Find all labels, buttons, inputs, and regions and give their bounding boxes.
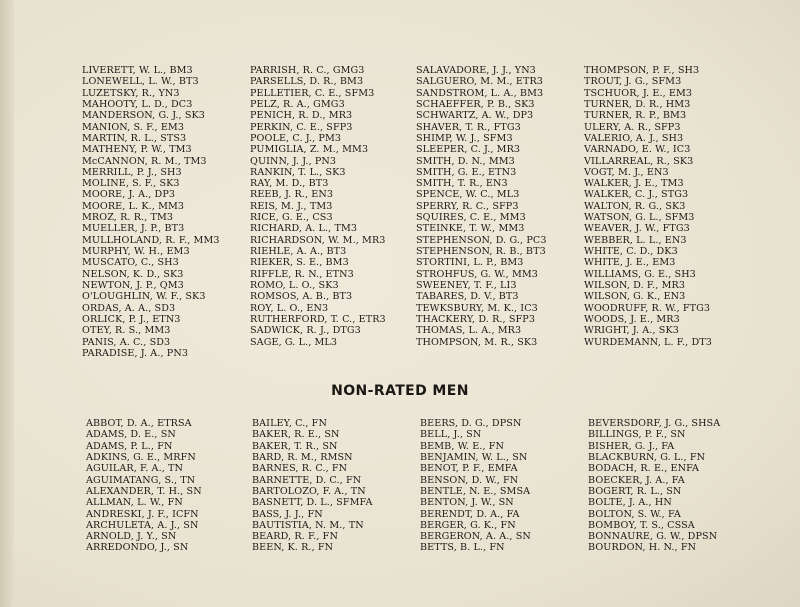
roster-entry: BENTON, J. W., SN: [420, 497, 514, 509]
roster-entry: LUZETSKY, R., YN3: [82, 87, 180, 99]
roster-entry: SALAVADORE, J. J., YN3: [416, 65, 536, 76]
roster-entry: SPENCE, W. C., ML3: [416, 189, 520, 201]
roster-entry: SAGE, G. L., ML3: [250, 336, 338, 348]
roster-entry: BAUTISTIA, N. M., TN: [252, 519, 364, 531]
roster-entry: OTEY, R. S., MM3: [82, 325, 171, 337]
roster-entry: ORLICK, P. J., ETN3: [82, 313, 181, 325]
roster-entry: BENOT, P. F., EMFA: [420, 463, 518, 475]
roster-entry: PARSELLS, D. R., BM3: [250, 76, 364, 88]
roster-entry: THOMAS, L. A., MR3: [416, 325, 522, 337]
roster-entry: STEINKE, T. W., MM3: [416, 223, 525, 235]
roster-entry: THOMPSON, P. F., SH3: [584, 65, 700, 76]
roster-entry: MERRILL, P. J., SH3: [82, 166, 182, 178]
roster-entry: ALEXANDER, T. H., SN: [86, 485, 202, 497]
roster-entry: MARTIN, R. L., STS3: [82, 132, 187, 144]
roster-entry: BASS, J. J., FN: [252, 508, 323, 520]
non-rated-column-1: [86, 418, 256, 554]
roster-entry: PELZ, R. A., GMG3: [250, 98, 345, 110]
roster-entry: ROMO, L. O., SK3: [250, 279, 339, 291]
roster-entry: PELLETIER, C. E., SFM3: [250, 87, 375, 99]
roster-entry: SWEENEY, T. F., LI3: [416, 279, 517, 291]
roster-entry: ADAMS, D. E., SN: [86, 429, 176, 441]
roster-entry: MURPHY, W. H., EM3: [82, 246, 190, 257]
roster-entry: WALTON, R. G., SK3: [584, 200, 686, 212]
roster-entry: PERKIN, C. E., SFP3: [250, 121, 353, 133]
roster-entry: SQUIRES, C. E., MM3: [416, 212, 526, 224]
roster-entry: MOLINE, S. F., SK3: [82, 178, 180, 190]
roster-entry: WURDEMANN, L. F., DT3: [584, 336, 712, 348]
roster-entry: BOECKER, J. A., FA: [588, 474, 685, 486]
roster-entry: WHITE, C. D., DK3: [584, 246, 678, 257]
roster-entry: BARD, R. M., RMSN: [252, 451, 353, 463]
roster-entry: WILLIAMS, G. E., SH3: [584, 268, 696, 280]
roster-entry: SMITH, D. N., MM3: [416, 155, 515, 167]
roster-entry: ARCHULETA, A. J., SN: [86, 519, 199, 531]
roster-entry: TURNER, R. P., BM3: [584, 110, 687, 122]
book-gutter: [0, 0, 14, 607]
roster-entry: SMITH, G. E., ETN3: [416, 166, 517, 178]
roster-entry: NELSON, K. D., SK3: [82, 268, 184, 280]
roster-entry: SLEEPER, C. J., MR3: [416, 144, 521, 156]
roster-entry: BEEN, K. R., FN: [252, 542, 334, 554]
roster-entry: WEAVER, J. W., FTG3: [584, 223, 690, 235]
roster-entry: SPERRY, R. C., SFP3: [416, 200, 519, 212]
rated-column-1: [82, 65, 252, 359]
roster-entry: ADKINS, G. E., MRFN: [86, 451, 196, 463]
rated-column-3: [416, 65, 586, 348]
roster-entry: BEVERSDORF, J. G., SHSA: [588, 418, 721, 429]
roster-entry: TABARES, D. V., BT3: [416, 291, 519, 303]
roster-entry: BERENDT, D. A., FA: [420, 508, 520, 520]
roster-entry: THOMPSON, M. R., SK3: [416, 336, 538, 348]
roster-entry: MAHOOTY, L. D., DC3: [82, 98, 193, 110]
roster-entry: REIS, M. J., TM3: [250, 200, 333, 212]
roster-entry: AGUILAR, F. A., TN: [86, 463, 184, 475]
roster-entry: BEMB, W. E., FN: [420, 440, 505, 452]
roster-entry: SALGUERO, M. M., ETR3: [416, 76, 543, 88]
roster-entry: BARNES, R. C., FN: [252, 463, 348, 475]
roster-entry: WALKER, C. J., STG3: [584, 189, 689, 201]
roster-entry: BENSON, D. W., FN: [420, 474, 519, 486]
roster-entry: BOMBOY, T. S., CSSA: [588, 519, 695, 531]
non-rated-column-3: [420, 418, 590, 554]
roster-entry: POOLE, C. J., PM3: [250, 132, 342, 144]
roster-entry: VARNADO, E. W., IC3: [584, 144, 691, 156]
roster-entry: MANDERSON, G. J., SK3: [82, 110, 205, 122]
roster-entry: RANKIN, T. L., SK3: [250, 166, 346, 178]
roster-entry: RUTHERFORD, T. C., ETR3: [250, 313, 386, 325]
roster-entry: STEPHENSON, R. B., BT3: [416, 246, 546, 257]
roster-entry: BERGER, G. K., FN: [420, 519, 516, 531]
roster-entry: ULERY, A. R., SFP3: [584, 121, 681, 133]
roster-entry: VALERIO, A. J., SH3: [584, 132, 684, 144]
rated-column-4: [584, 65, 754, 348]
roster-entry: ROMSOS, A. B., BT3: [250, 291, 353, 303]
roster-entry: BASNETT, D. L., SFMFA: [252, 497, 373, 509]
roster-entry: REEB, J. R., EN3: [250, 189, 334, 201]
roster-entry: BOLTE, J. A., HN: [588, 497, 672, 509]
roster-entry: PANIS, A. C., SD3: [82, 336, 171, 348]
roster-entry: RIFFLE, R. N., ETN3: [250, 268, 354, 280]
roster-entry: WILSON, G. K., EN3: [584, 291, 686, 303]
non-rated-column-4: [588, 418, 758, 554]
roster-entry: BEARD, R. F., FN: [252, 531, 338, 543]
section-title: NON-RATED MEN: [331, 383, 469, 399]
roster-entry: BONNAURE, G. W., DPSN: [588, 531, 718, 543]
roster-entry: RIEHLE, A. A., BT3: [250, 246, 347, 257]
roster-entry: ARNOLD, J. Y., SN: [86, 531, 177, 543]
roster-entry: STORTINI, L. P., BM3: [416, 257, 524, 269]
roster-entry: RIEKER, S. E., BM3: [250, 257, 349, 269]
roster-entry: ADAMS, P. L., FN: [86, 440, 173, 452]
roster-entry: BLACKBURN, G. L., FN: [588, 451, 706, 463]
roster-entry: PARRISH, R. C., GMG3: [250, 65, 365, 76]
roster-entry: WALKER, J. E., TM3: [584, 178, 684, 190]
roster-entry: BARTOLOZO, F. A., TN: [252, 485, 366, 497]
roster-entry: PARADISE, J. A., PN3: [82, 347, 189, 359]
roster-entry: BILLINGS, P. F., SN: [588, 429, 686, 441]
roster-entry: MUELLER, J. P., BT3: [82, 223, 185, 235]
roster-entry: WRIGHT, J. A., SK3: [584, 325, 679, 337]
roster-entry: BOLTON, S. W., FA: [588, 508, 681, 520]
roster-entry: BISHER, G. J., FA: [588, 440, 675, 452]
roster-entry: WILSON, D. F., MR3: [584, 279, 686, 291]
roster-entry: SADWICK, R. J., DTG3: [250, 325, 361, 337]
roster-entry: BEERS, D. G., DPSN: [420, 418, 522, 429]
roster-entry: TEWKSBURY, M. K., IC3: [416, 302, 538, 314]
roster-entry: WHITE, J. E., EM3: [584, 257, 676, 269]
roster-entry: QUINN, J. J., PN3: [250, 155, 337, 167]
roster-entry: RICHARD, A. L., TM3: [250, 223, 358, 235]
non-rated-men-list: [86, 418, 766, 558]
roster-entry: VOGT, M. J., EN3: [584, 166, 669, 178]
roster-entry: RICHARDSON, W. M., MR3: [250, 234, 386, 246]
roster-entry: STROHFUS, G. W., MM3: [416, 268, 538, 280]
roster-entry: SCHAEFFER, P. B., SK3: [416, 98, 535, 110]
roster-entry: WOODS, J. E., MR3: [584, 313, 680, 325]
roster-entry: MOORE, J. A., DP3: [82, 189, 176, 201]
roster-entry: ARREDONDO, J., SN: [86, 542, 189, 554]
roster-entry: BETTS, B. L., FN: [420, 542, 505, 554]
roster-entry: ABBOT, D. A., ETRSA: [86, 418, 192, 429]
roster-entry: SHIMP, W. J., SFM3: [416, 132, 513, 144]
roster-entry: BAKER, T. R., SN: [252, 440, 338, 452]
roster-entry: O'LOUGHLIN, W. F., SK3: [82, 291, 206, 303]
roster-entry: TROUT, J. G., SFM3: [584, 76, 682, 88]
roster-entry: BENJAMIN, W. L., SN: [420, 451, 528, 463]
roster-entry: MULLHOLAND, R. F., MM3: [82, 234, 220, 246]
roster-entry: RAY, M. D., BT3: [250, 178, 329, 190]
roster-entry: RICE, G. E., CS3: [250, 212, 333, 224]
roster-entry: MROZ, R. R., TM3: [82, 212, 174, 224]
roster-entry: AGUIMATANG, S., TN: [86, 474, 196, 486]
roster-entry: SCHWARTZ, A. W., DP3: [416, 110, 534, 122]
roster-entry: ANDRESKI, J. F., ICFN: [86, 508, 199, 520]
roster-entry: ALLMAN, L. W., FN: [86, 497, 183, 509]
roster-entry: ROY, L. O., EN3: [250, 302, 329, 314]
roster-entry: TURNER, D. R., HM3: [584, 98, 691, 110]
roster-entry: BARNETTE, D. C., FN: [252, 474, 362, 486]
roster-entry: PENICH, R. D., MR3: [250, 110, 353, 122]
roster-entry: BOGERT, R. L., SN: [588, 485, 682, 497]
roster-entry: SANDSTROM, L. A., BM3: [416, 87, 544, 99]
roster-entry: MANION, S. F., EM3: [82, 121, 185, 133]
roster-entry: WATSON, G. L., SFM3: [584, 212, 695, 224]
roster-entry: BENTLE, N. E., SMSA: [420, 485, 531, 497]
roster-entry: McCANNON, R. M., TM3: [82, 155, 207, 167]
roster-entry: WEBBER, L. L., EN3: [584, 234, 687, 246]
roster-entry: MUSCATO, C., SH3: [82, 257, 179, 269]
roster-entry: LONEWELL, L. W., BT3: [82, 76, 199, 88]
rated-column-2: [250, 65, 420, 348]
roster-entry: BAKER, R. E., SN: [252, 429, 340, 441]
roster-entry: BODACH, R. E., ENFA: [588, 463, 700, 475]
roster-entry: STEPHENSON, D. G., PC3: [416, 234, 547, 246]
roster-entry: SMITH, T. R., EN3: [416, 178, 508, 190]
roster-entry: BERGERON, A. A., SN: [420, 531, 531, 543]
roster-entry: WOODRUFF, R. W., FTG3: [584, 302, 711, 314]
roster-entry: TSCHUOR, J. E., EM3: [584, 87, 693, 99]
roster-entry: VILLARREAL, R., SK3: [584, 155, 694, 167]
roster-entry: THACKERY, D. R., SFP3: [416, 313, 536, 325]
non-rated-column-2: [252, 418, 422, 554]
roster-entry: BOURDON, H. N., FN: [588, 542, 697, 554]
roster-entry: BAILEY, C., FN: [252, 418, 327, 429]
roster-entry: NEWTON, J. P., QM3: [82, 279, 184, 291]
roster-entry: PUMIGLIA, Z. M., MM3: [250, 144, 369, 156]
roster-entry: BELL, J., SN: [420, 429, 482, 441]
roster-entry: ORDAS, A. A., SD3: [82, 302, 176, 314]
roster-entry: MATHENY, P. W., TM3: [82, 144, 192, 156]
rated-men-list: [82, 65, 762, 365]
roster-entry: LIVERETT, W. L., BM3: [82, 65, 193, 76]
roster-entry: MOORE, L. K., MM3: [82, 200, 185, 212]
roster-entry: SHAVER, T. R., FTG3: [416, 121, 521, 133]
